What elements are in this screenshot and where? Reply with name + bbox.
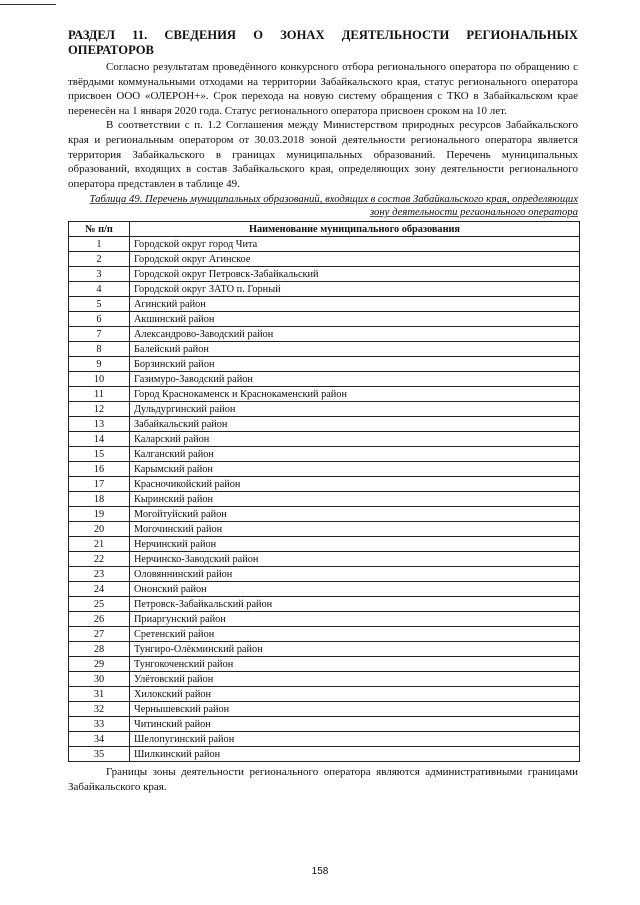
municipality-name: Читинский район <box>130 717 580 732</box>
table-row <box>69 432 580 447</box>
row-number: 20 <box>69 522 130 537</box>
row-number: 29 <box>69 657 130 672</box>
table-row <box>69 372 580 387</box>
table-row <box>69 357 580 372</box>
municipality-name: Акшинский район <box>130 312 580 327</box>
table-row <box>69 237 580 252</box>
row-number: 18 <box>69 492 130 507</box>
row-number: 11 <box>69 387 130 402</box>
row-number: 28 <box>69 642 130 657</box>
table-row <box>69 657 580 672</box>
municipality-name: Сретенский район <box>130 627 580 642</box>
table-body <box>69 237 580 762</box>
paragraph-agreement: В соответствии с п. 1.2 Соглашения между Министерством природных ресурсов Забайкальского края и региональным оператором от 30.03.2018 зоной деятельности регионального оператора является территория Забайкальского в границах муниципальных образований. Перечень муниципальных образований, входящих в состав Забайкальского края, определяющих зону деятельности регионального оператора представлен в таблице 49. <box>68 119 578 190</box>
page-number: 158 <box>311 866 329 877</box>
row-number: 32 <box>69 702 130 717</box>
municipality-name: Городской округ ЗАТО п. Горный <box>130 282 580 297</box>
row-number: 19 <box>69 507 130 522</box>
municipality-name: Приаргунский район <box>130 612 580 627</box>
municipality-name: Могойтуйский район <box>130 507 580 522</box>
table-row <box>69 402 580 417</box>
table-row <box>69 522 580 537</box>
row-number: 4 <box>69 282 130 297</box>
row-number: 10 <box>69 372 130 387</box>
municipality-name: Каларский район <box>130 432 580 447</box>
row-number: 24 <box>69 582 130 597</box>
table-row <box>69 567 580 582</box>
municipality-name: Калганский район <box>130 447 580 462</box>
row-number: 34 <box>69 732 130 747</box>
table-row <box>69 627 580 642</box>
table-row <box>69 417 580 432</box>
municipality-name: Карымский район <box>130 462 580 477</box>
municipality-name: Красночикойский район <box>130 477 580 492</box>
table-row <box>69 297 580 312</box>
municipality-name: Городской округ город Чита <box>130 237 580 252</box>
row-number: 1 <box>69 237 130 252</box>
municipality-name: Дульдургинский район <box>130 402 580 417</box>
row-number: 5 <box>69 297 130 312</box>
row-number: 13 <box>69 417 130 432</box>
table-row <box>69 702 580 717</box>
table-row <box>69 582 580 597</box>
table-row <box>69 492 580 507</box>
municipality-name: Чернышевский район <box>130 702 580 717</box>
table-row <box>69 267 580 282</box>
row-number: 3 <box>69 267 130 282</box>
municipality-name: Балейский район <box>130 342 580 357</box>
section-heading: РАЗДЕЛ 11. СВЕДЕНИЯ О ЗОНАХ ДЕЯТЕЛЬНОСТИ РЕГИОНАЛЬНЫХ ОПЕРАТОРОВ <box>68 28 578 57</box>
municipality-name: Тунгиро-Олёкминский район <box>130 642 580 657</box>
row-number: 30 <box>69 672 130 687</box>
table-row <box>69 387 580 402</box>
table-row <box>69 282 580 297</box>
row-number: 25 <box>69 597 130 612</box>
row-number: 22 <box>69 552 130 567</box>
table-row <box>69 462 580 477</box>
municipality-name: Газимуро-Заводский район <box>130 372 580 387</box>
row-number: 7 <box>69 327 130 342</box>
municipality-name: Петровск-Забайкальский район <box>130 597 580 612</box>
table-row <box>69 447 580 462</box>
column-header-number: № п/п <box>69 222 130 237</box>
municipality-name: Шилкинский район <box>130 747 580 762</box>
municipality-name: Шелопугинский район <box>130 732 580 747</box>
municipality-name: Городской округ Агинское <box>130 252 580 267</box>
row-number: 6 <box>69 312 130 327</box>
row-number: 8 <box>69 342 130 357</box>
table-row <box>69 312 580 327</box>
table-row <box>69 672 580 687</box>
table-row <box>69 552 580 567</box>
municipality-name: Оловяннинский район <box>130 567 580 582</box>
table-row <box>69 477 580 492</box>
row-number: 12 <box>69 402 130 417</box>
table-row <box>69 597 580 612</box>
row-number: 35 <box>69 747 130 762</box>
document-page <box>68 28 578 795</box>
municipality-name: Нерчинско-Заводский район <box>130 552 580 567</box>
municipality-name: Улётовский район <box>130 672 580 687</box>
paragraph-closing: Границы зоны деятельности регионального оператора являются административными границами Забайкальского края. <box>68 766 578 793</box>
table-row <box>69 687 580 702</box>
row-number: 15 <box>69 447 130 462</box>
table-caption: Таблица 49. Перечень муниципальных образований, входящих в состав Забайкальского края, определяющих зону деятельности регионального оператора <box>89 193 578 219</box>
row-number: 2 <box>69 252 130 267</box>
table-row <box>69 612 580 627</box>
row-number: 14 <box>69 432 130 447</box>
table-header-row <box>69 222 580 237</box>
header-rule <box>0 4 56 5</box>
municipality-name: Хилокский район <box>130 687 580 702</box>
row-number: 9 <box>69 357 130 372</box>
municipality-name: Город Краснокаменск и Краснокаменский район <box>130 387 580 402</box>
table-row <box>69 717 580 732</box>
paragraph-intro: Согласно результатам проведённого конкурсного отбора регионального оператора по обращению с твёрдыми коммунальными отходами на территории Забайкальского края, статус регионального оператора присвоен ООО «ОЛЕРОН+». Срок перехода на новую систему обращения с ТКО в Забайкальском крае перенесён на 1 января 2020 года. Статус регионального оператора присвоен сроком на 10 лет. <box>68 61 578 117</box>
row-number: 26 <box>69 612 130 627</box>
municipality-name: Забайкальский район <box>130 417 580 432</box>
row-number: 17 <box>69 477 130 492</box>
row-number: 21 <box>69 537 130 552</box>
row-number: 33 <box>69 717 130 732</box>
municipality-name: Нерчинский район <box>130 537 580 552</box>
municipality-name: Городской округ Петровск-Забайкальский <box>130 267 580 282</box>
table-row <box>69 252 580 267</box>
municipality-name: Кыринский район <box>130 492 580 507</box>
municipality-name: Могочинский район <box>130 522 580 537</box>
row-number: 16 <box>69 462 130 477</box>
table-row <box>69 642 580 657</box>
municipalities-table <box>68 221 580 762</box>
table-row <box>69 747 580 762</box>
municipality-name: Борзинский район <box>130 357 580 372</box>
table-row <box>69 327 580 342</box>
row-number: 31 <box>69 687 130 702</box>
municipality-name: Агинский район <box>130 297 580 312</box>
municipality-name: Тунгокоченский район <box>130 657 580 672</box>
table-row <box>69 537 580 552</box>
row-number: 27 <box>69 627 130 642</box>
column-header-name: Наименование муниципального образования <box>130 222 580 237</box>
table-row <box>69 507 580 522</box>
table-row <box>69 732 580 747</box>
row-number: 23 <box>69 567 130 582</box>
municipality-name: Александрово-Заводский район <box>130 327 580 342</box>
municipality-name: Ононский район <box>130 582 580 597</box>
table-row <box>69 342 580 357</box>
